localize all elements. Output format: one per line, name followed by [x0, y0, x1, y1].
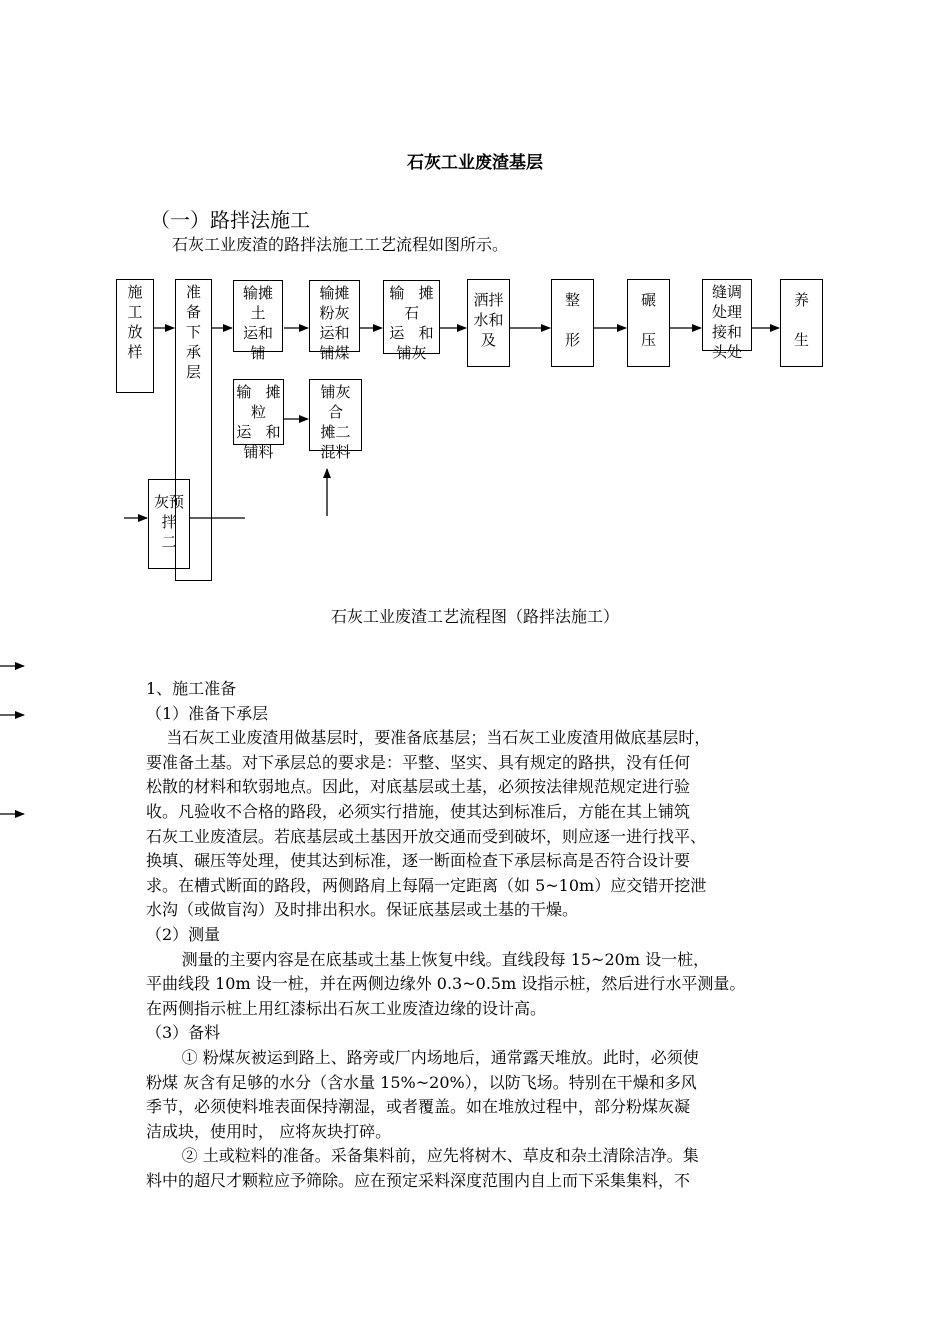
paragraph-line: 在两侧指示桩上用红漆标出石灰工业废渣边缘的设计高。: [146, 998, 547, 1018]
paragraph-line: 洁成块，使用时， 应将灰块打碎。: [146, 1121, 392, 1141]
flow-box-label: 整 形: [564, 291, 580, 349]
paragraph-line: 当石灰工业废渣用做基层时，要准备底基层；当石灰工业废渣用做底基层时，: [146, 728, 711, 748]
flow-box-label: 碾 压: [640, 291, 656, 349]
paragraph-line: 求。在槽式断面的路段，两侧路肩上每隔一定距离（如 5~10m）应交错开挖泄: [146, 875, 707, 895]
paragraph-line: 收。凡验收不合格的路段，必须实行措施，使其达到标准后，方能在其上铺筑: [146, 801, 691, 821]
flow-box-label: 铺灰 合 摊二 混料: [320, 383, 351, 461]
subheading: （2）测量: [146, 924, 221, 944]
paragraph-line: 季节，必须使料堆表面保持潮湿，或者覆盖。如在堆放过程中，部分粉煤灰凝: [146, 1097, 691, 1117]
paragraph-line: 测量的主要内容是在底基或土基上恢复中线。直线段每 15~20m 设一桩，: [146, 949, 710, 969]
paragraph-line: 换填、碾压等处理，使其达到标准，逐一断面检查下承层标高是否符合设计要: [146, 851, 691, 871]
intro-text: 石灰工业废渣的路拌法施工工艺流程如图所示。: [172, 235, 509, 254]
paragraph-line: ① 粉煤灰被运到路上、路旁或厂内场地后，通常露天堆放。此时，必须使: [146, 1047, 699, 1067]
paragraph-line: 水沟（或做盲沟）及时排出积水。保证底基层或土基的干燥。: [146, 900, 579, 920]
section-heading: （一）路拌法施工: [150, 208, 310, 232]
flow-box-label: 输摊 土 运和 铺: [242, 284, 273, 362]
figure-caption: 石灰工业废渣工艺流程图（路拌法施工）: [330, 607, 619, 626]
paragraph-line: 平曲线段 10m 设一桩，并在两侧边缘外 0.3~0.5m 设指示桩，然后进行水平测量。: [146, 974, 746, 994]
document-title: 石灰工业废渣基层: [407, 153, 543, 173]
flow-box-label: 灰预 拌 二: [153, 493, 184, 551]
subheading: 1、施工准备: [146, 679, 237, 698]
flow-box-label: 准 备 下 承 层: [185, 283, 201, 381]
flow-box-label: 洒拌 水和 及: [473, 291, 504, 349]
paragraph-line: 石灰工业废渣层。若底基层或土基因开放交通而受到破坏，则应逐一进行找平、: [146, 826, 707, 846]
paragraph-line: 松散的材料和软弱地点。因此，对底基层或土基，必须按法律规范规定进行验: [146, 777, 691, 797]
flow-box-label: 养 生: [793, 291, 809, 349]
flow-box-label: 输摊 粉灰 运和 铺煤: [319, 284, 350, 362]
flow-box-label: 输 摊 粒 运 和 铺料: [236, 383, 281, 461]
body-text: [146, 677, 826, 1193]
paragraph-line: 粉煤 灰含有足够的水分（含水量 15%~20%），以防飞场。特别在干燥和多风: [146, 1072, 697, 1092]
flow-box-label: 输 摊 石 运 和 铺灰: [389, 284, 434, 362]
flow-box-label: 施 工 放 样: [127, 283, 143, 361]
paragraph-line: ② 土或粒料的准备。采备集料前，应先将树木、草皮和杂土清除洁净。集: [146, 1146, 699, 1166]
paragraph-line: 要准备土基。对下承层总的要求是：平整、坚实、具有规定的路拱，没有任何: [146, 752, 691, 772]
subheading: （1）准备下承层: [146, 703, 269, 723]
flow-box-label: 缝调 处理 接和 头处: [711, 283, 742, 361]
subheading: （3）备料: [146, 1023, 221, 1043]
paragraph-line: 料中的超尺才颗粒应予筛除。应在预定采料深度范围内自上而下采集集料，不: [146, 1170, 691, 1190]
